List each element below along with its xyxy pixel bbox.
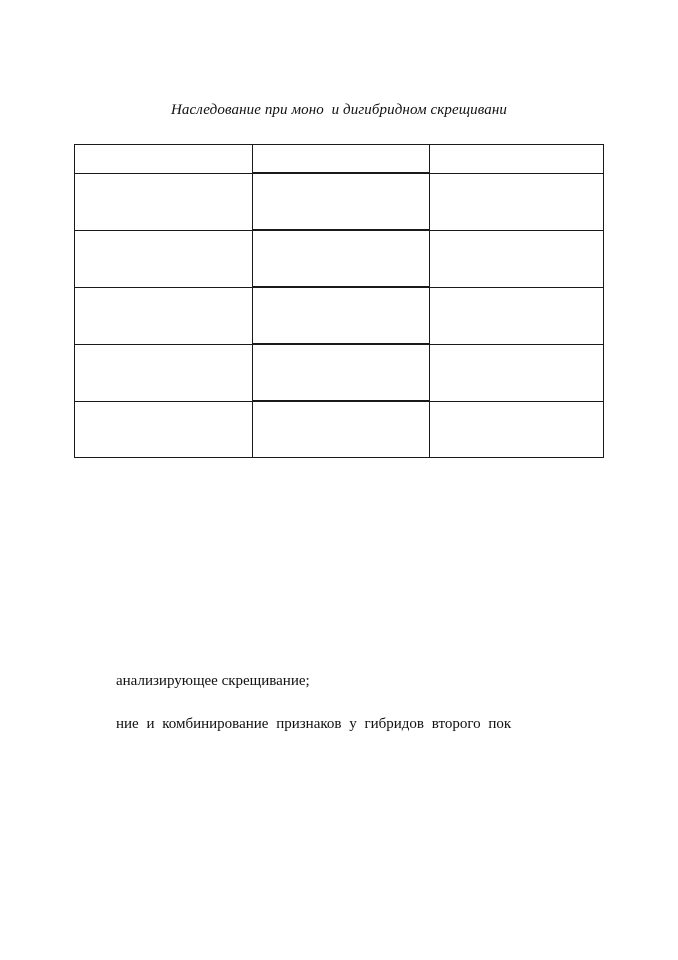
table-cell	[75, 287, 253, 344]
table-row	[75, 344, 604, 401]
table-cell	[253, 344, 429, 401]
table-row	[75, 287, 604, 344]
body-text-line: ние и комбинирование признаков у гибридов второго пок	[116, 716, 512, 732]
table-header-cell	[253, 145, 429, 174]
table-cell	[75, 230, 253, 287]
page-title: Наследование при моно и дигибридном скрещивани	[170, 102, 508, 118]
body-text-line: анализирующее скрещивание;	[116, 673, 310, 689]
table-cell	[429, 230, 603, 287]
data-table	[74, 144, 604, 458]
table-header-cell	[75, 145, 253, 174]
table-cell	[253, 287, 429, 344]
table-row	[75, 230, 604, 287]
table-cell	[429, 173, 603, 230]
table-cell	[75, 401, 253, 458]
table-cell	[75, 344, 253, 401]
table-header-row	[75, 145, 604, 174]
table-cell	[429, 344, 603, 401]
table-cell	[253, 173, 429, 230]
table-row	[75, 173, 604, 230]
table-cell	[429, 287, 603, 344]
table-header-cell	[429, 145, 603, 174]
table-cell	[253, 401, 429, 458]
table-cell	[75, 173, 253, 230]
table-row	[75, 401, 604, 458]
table-cell	[429, 401, 603, 458]
table-cell	[253, 230, 429, 287]
